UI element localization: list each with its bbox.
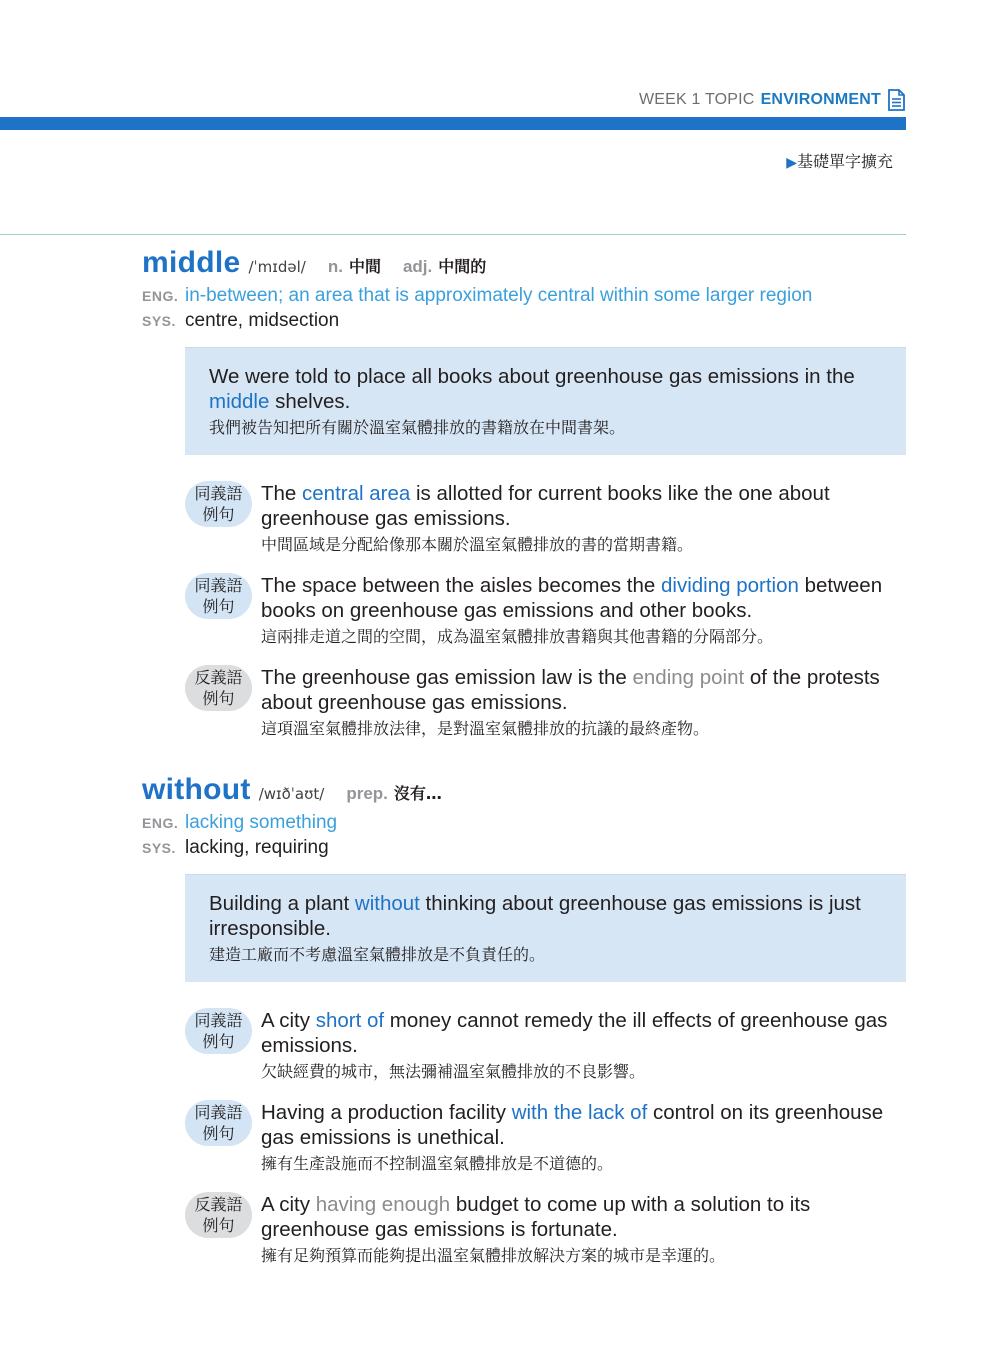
sentence-text: A city [261, 1009, 316, 1032]
related-sentence [261, 1100, 906, 1150]
headword-row [142, 773, 906, 807]
related-text [261, 1100, 906, 1176]
related-sentence [261, 481, 906, 531]
subsection-text: 基礎單字擴充 [796, 152, 893, 171]
related-translation: 擁有生產設施而不控制溫室氣體排放是不道德的。 [261, 1154, 614, 1173]
sentence-highlight: central area [302, 482, 411, 505]
example-translation: 我們被告知把所有關於溫室氣體排放的書籍放在中間書架。 [209, 418, 626, 437]
headword: without [142, 773, 251, 806]
subsection-label [786, 149, 893, 172]
header-bar [0, 117, 906, 130]
eng-text: in-between; an area that is approximately central within some larger region [185, 285, 813, 306]
sentence-text: money cannot remedy the ill effects of greenhouse gas emissions. [261, 1009, 888, 1057]
entry-without [142, 773, 906, 1284]
related-text [261, 481, 906, 557]
sentence-text: The [261, 482, 303, 505]
related-example [185, 481, 906, 557]
synonym-badge [185, 1100, 252, 1146]
related-example [185, 665, 906, 741]
badge-label: 例句 [202, 505, 235, 524]
related-example [185, 1008, 906, 1084]
sys-text: centre, midsection [185, 310, 340, 331]
sentence-text: budget to come up with a solution to its greenhouse gas emissions is fortunate. [261, 1193, 811, 1241]
header-week: WEEK 1 TOPIC [638, 91, 755, 108]
meaning: 中間 [348, 257, 381, 276]
sentence-text: between books on greenhouse gas emissions and other books. [261, 574, 883, 622]
meaning: 中間的 [438, 257, 487, 276]
related-sentence [261, 665, 906, 715]
badge-label: 例句 [202, 1032, 235, 1051]
part-of-speech: prep. [346, 784, 388, 803]
badge-label: 例句 [202, 597, 235, 616]
part-of-speech: n. [327, 257, 343, 276]
badge-label: 例句 [202, 1124, 235, 1143]
synonym-badge [185, 1008, 252, 1054]
synonyms [142, 837, 906, 859]
example-highlight: without [354, 892, 420, 915]
example-text: thinking about greenhouse gas emissions is just irresponsible. [209, 892, 861, 940]
pronunciation: /ˈmɪdəl/ [248, 258, 306, 276]
antonym-badge [185, 1192, 252, 1238]
related-text [261, 665, 906, 741]
related-sentence [261, 1008, 906, 1058]
example-text: We were told to place all books about greenhouse gas emissions in the [209, 365, 855, 388]
example-sentence [209, 364, 882, 414]
example-box [185, 874, 906, 982]
eng-tag: ENG. [142, 815, 179, 831]
eng-definition [142, 285, 906, 307]
document-icon [887, 89, 905, 111]
related-examples [185, 481, 906, 741]
example-box [185, 347, 906, 455]
related-sentence [261, 573, 906, 623]
pronunciation: /wɪðˈaʊt/ [258, 785, 325, 803]
sys-tag: SYS. [142, 840, 176, 856]
badge-label: 反義語 [194, 668, 243, 687]
header-topic: ENVIRONMENT [760, 91, 881, 108]
sentence-text: is allotted for current books like the one about greenhouse gas emissions. [261, 482, 830, 530]
related-translation: 這兩排走道之間的空間，成為溫室氣體排放書籍與其他書籍的分隔部分。 [261, 627, 774, 646]
sentence-highlight: ending point [632, 666, 745, 689]
sentence-text: of the protests about greenhouse gas emissions. [261, 666, 880, 714]
example-text: shelves. [269, 390, 351, 413]
related-examples [185, 1008, 906, 1268]
synonym-badge [185, 573, 252, 619]
example-translation: 建造工廠而不考慮溫室氣體排放是不負責任的。 [209, 945, 546, 964]
related-text [261, 1008, 906, 1084]
badge-label: 同義語 [194, 576, 243, 595]
divider [0, 234, 906, 235]
badge-label: 同義語 [194, 1103, 243, 1122]
related-sentence [261, 1192, 906, 1242]
related-translation: 中間區域是分配給像那本關於溫室氣體排放的書的當期書籍。 [261, 535, 694, 554]
related-example [185, 1100, 906, 1176]
related-text [261, 573, 906, 649]
synonym-badge [185, 481, 252, 527]
example-highlight: middle [209, 390, 270, 413]
entry-middle [142, 246, 906, 757]
page-header [639, 89, 905, 111]
synonyms [142, 310, 906, 332]
sentence-highlight: short of [315, 1009, 385, 1032]
sys-text: lacking, requiring [185, 837, 329, 858]
sentence-highlight: with the lack of [511, 1101, 648, 1124]
part-of-speech: adj. [402, 257, 433, 276]
meaning: 沒有… [393, 784, 442, 803]
badge-label: 反義語 [194, 1195, 243, 1214]
sentence-text: The space between the aisles becomes the [261, 574, 661, 597]
eng-definition [142, 812, 906, 834]
eng-tag: ENG. [142, 288, 179, 304]
related-text [261, 1192, 906, 1268]
sentence-text: The greenhouse gas emission law is the [261, 666, 633, 689]
sys-tag: SYS. [142, 313, 176, 329]
badge-label: 同義語 [194, 1011, 243, 1030]
antonym-badge [185, 665, 252, 711]
sentence-text: A city [261, 1193, 316, 1216]
headword-row [142, 246, 906, 280]
example-text: Building a plant [209, 892, 355, 915]
sentence-highlight: dividing portion [661, 574, 799, 597]
related-example [185, 1192, 906, 1268]
related-translation: 這項溫室氣體排放法律，是對溫室氣體排放的抗議的最終產物。 [261, 719, 710, 738]
related-translation: 欠缺經費的城市，無法彌補溫室氣體排放的不良影響。 [261, 1062, 646, 1081]
headword: middle [142, 246, 241, 279]
badge-label: 例句 [202, 689, 235, 708]
related-translation: 擁有足夠預算而能夠提出溫室氣體排放解決方案的城市是幸運的。 [261, 1246, 726, 1265]
sentence-text: control on its greenhouse gas emissions is unethical. [261, 1101, 884, 1149]
triangle-icon: ▶ [786, 155, 797, 171]
example-sentence [209, 891, 882, 941]
sentence-text: Having a production facility [261, 1101, 512, 1124]
related-example [185, 573, 906, 649]
badge-label: 例句 [202, 1216, 235, 1235]
sentence-highlight: having enough [315, 1193, 451, 1216]
badge-label: 同義語 [194, 484, 243, 503]
eng-text: lacking something [185, 812, 338, 833]
